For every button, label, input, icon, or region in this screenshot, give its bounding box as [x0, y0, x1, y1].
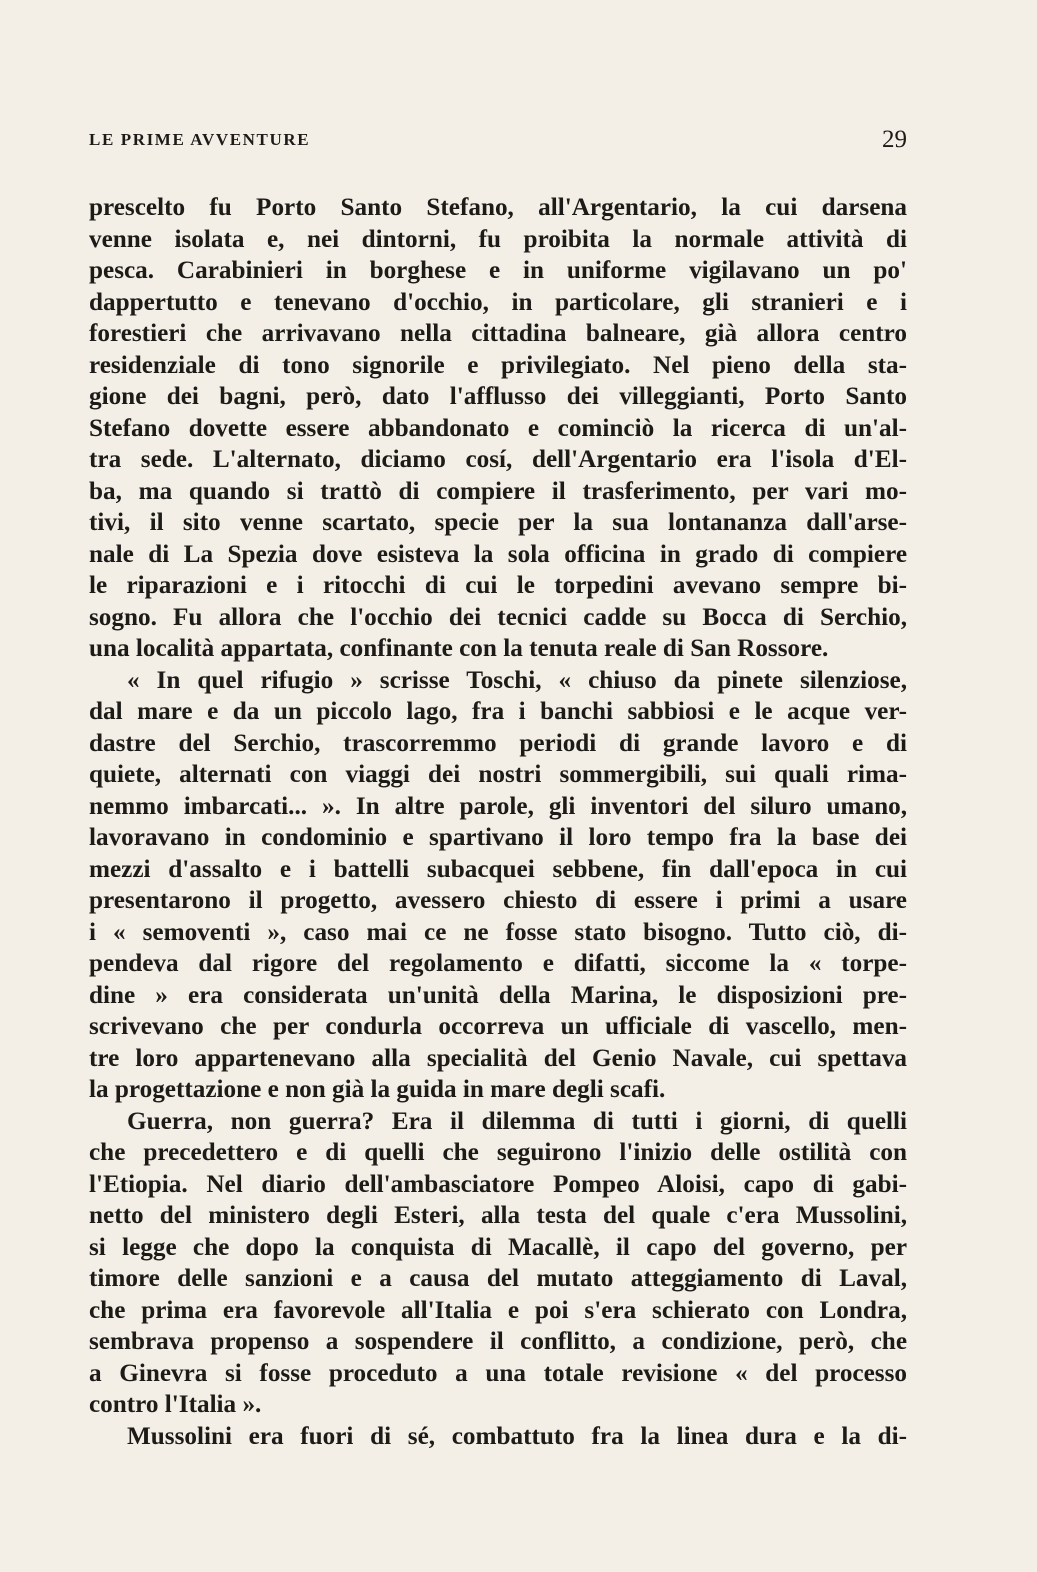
page-number: 29 [882, 126, 907, 153]
text-line: che precedettero e di quelli che seguirono l'inizio delle ostilità con [89, 1139, 907, 1166]
running-title: LE PRIME AVVENTURE [89, 130, 311, 149]
text-line: una località appartata, confinante con la tenuta reale di San Rossore. [89, 635, 829, 662]
text-line: l'Etiopia. Nel diario dell'ambasciatore Pompeo Aloisi, capo di gabi- [89, 1170, 907, 1198]
text-line: lavoravano in condominio e spartivano il loro tempo fra la base dei [89, 824, 907, 851]
text-line: timore delle sanzioni e a causa del mutato atteggiamento di Laval, [89, 1265, 907, 1292]
text-line: Mussolini era fuori di sé, combattuto fra la linea dura e la di- [127, 1422, 907, 1450]
text-line: dappertutto e tenevano d'occhio, in particolare, gli stranieri e i [89, 288, 907, 316]
running-head [89, 126, 907, 158]
text-line: tre loro appartenevano alla specialità del Genio Navale, cui spettava [89, 1044, 907, 1072]
text-line: presentarono il progetto, avessero chiesto di essere i primi a usare [89, 887, 907, 914]
text-line: scrivevano che per condurla occorreva un ufficiale di vascello, men- [89, 1013, 907, 1040]
text-line: quiete, alternati con viaggi dei nostri sommergibili, sui quali rima- [89, 761, 907, 788]
text-line: pesca. Carabinieri in borghese e in uniforme vigilavano un po' [89, 257, 907, 284]
text-line: sembrava propenso a sospendere il conflitto, a condizione, però, che [89, 1328, 907, 1355]
text-line: contro l'Italia ». [89, 1391, 262, 1418]
text-line: dastre del Serchio, trascorremmo periodi di grande lavoro e di [89, 729, 907, 757]
text-line: Guerra, non guerra? Era il dilemma di tutti i giorni, di quelli [127, 1107, 907, 1135]
text-line: forestieri che arrivavano nella cittadina balneare, già allora centro [89, 320, 907, 347]
text-line: si legge che dopo la conquista di Macallè, il capo del governo, per [89, 1233, 907, 1261]
text-line: i « semoventi », caso mai ce ne fosse stato bisogno. Tutto ciò, di- [89, 918, 907, 946]
text-line: gione dei bagni, però, dato l'afflusso dei villeggianti, Porto Santo [89, 383, 907, 410]
body-text [89, 192, 907, 1452]
text-line: che prima era favorevole all'Italia e poi s'era schierato con Londra, [89, 1296, 907, 1324]
text-line: Stefano dovette essere abbandonato e cominciò la ricerca di un'al- [89, 414, 907, 442]
text-line: tra sede. L'alternato, diciamo cosí, dell'Argentario era l'isola d'El- [89, 446, 907, 473]
text-line: la progettazione e non già la guida in mare degli scafi. [89, 1076, 666, 1103]
text-line: venne isolata e, nei dintorni, fu proibita la normale attività di [89, 225, 907, 253]
text-line: prescelto fu Porto Santo Stefano, all'Argentario, la cui darsena [89, 194, 907, 221]
text-line: netto del ministero degli Esteri, alla testa del quale c'era Mussolini, [89, 1202, 907, 1229]
text-line: dine » era considerata un'unità della Marina, le disposizioni pre- [89, 981, 907, 1009]
text-line: nemmo imbarcati... ». In altre parole, gli inventori del siluro umano, [89, 792, 907, 820]
text-line: sogno. Fu allora che l'occhio dei tecnici cadde su Bocca di Serchio, [89, 603, 907, 631]
text-line: tivi, il sito venne scartato, specie per la sua lontananza dall'arse- [89, 509, 907, 536]
text-line: le riparazioni e i ritocchi di cui le torpedini avevano sempre bi- [89, 572, 907, 599]
text-line: nale di La Spezia dove esisteva la sola officina in grado di compiere [89, 540, 907, 568]
text-line: pendeva dal rigore del regolamento e difatti, siccome la « torpe- [89, 950, 907, 977]
text-line: mezzi d'assalto e i battelli subacquei sebbene, fin dall'epoca in cui [89, 855, 907, 883]
text-line: a Ginevra si fosse proceduto a una totale revisione « del processo [89, 1359, 907, 1387]
text-line: residenziale di tono signorile e privilegiato. Nel pieno della sta- [89, 351, 907, 379]
text-line: « In quel rifugio » scrisse Toschi, « chiuso da pinete silenziose, [127, 666, 907, 694]
text-line: dal mare e da un piccolo lago, fra i banchi sabbiosi e le acque ver- [89, 698, 907, 725]
text-line: ba, ma quando si trattò di compiere il trasferimento, per vari mo- [89, 477, 907, 505]
